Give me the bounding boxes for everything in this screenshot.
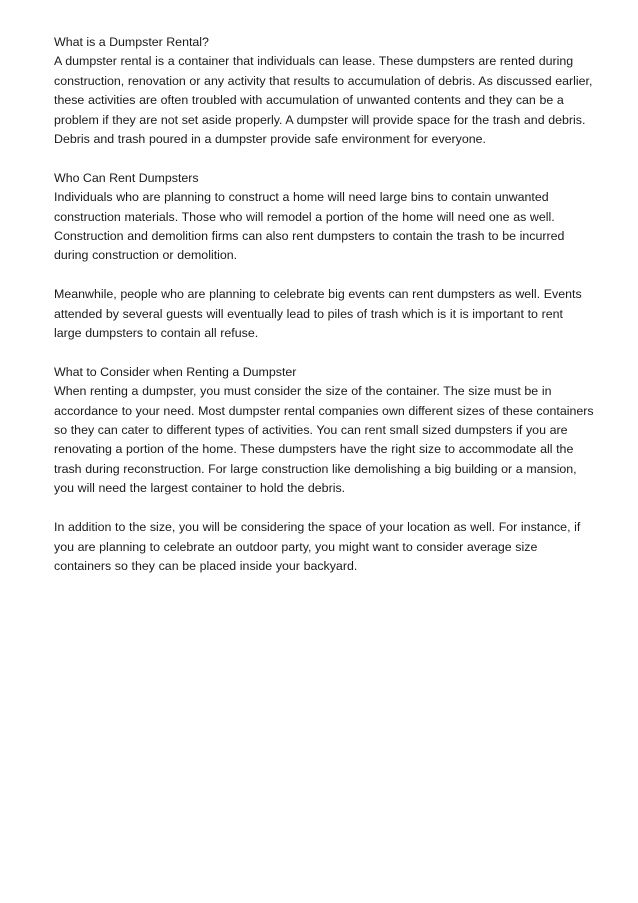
section-paragraph: When renting a dumpster, you must consider the size of the container. The size must be in accordance to your need. Most dumpster rental companies own different sizes of these containers so they can cater to different types of activities. You can rent small sized dumpsters if you are renovating a portion of the home. These dumpsters have the right size to accommodate all the trash during reconstruction. For large construction like demolishing a big building or a mansion, you will need the largest container to hold the debris. <box>54 384 594 496</box>
section-paragraph: In addition to the size, you will be considering the space of your location as well. For instance, if you are planning to celebrate an outdoor party, you might want to consider average size containers so they can be placed inside your backyard. <box>54 520 581 573</box>
section-paragraph: Individuals who are planning to construct a home will need large bins to contain unwanted construction materials. Those who will remodel a portion of the home will need one as well. Construction and demolition firms can also rent dumpsters to contain the trash to be incurred during construction or demolition. <box>54 190 565 263</box>
section-heading: What to Consider when Renting a Dumpster <box>54 364 297 379</box>
section-paragraph: Meanwhile, people who are planning to celebrate big events can rent dumpsters as well. Events attended by several guests will eventually lead to piles of trash which is it is important to rent large dumpsters to contain all refuse. <box>54 287 582 341</box>
section-location-space <box>54 518 594 576</box>
section-paragraph: A dumpster rental is a container that individuals can lease. These dumpsters are rented during construction, renovation or any activity that results to accumulation of debris. As discussed earlier, these activities are often troubled with accumulation of unwanted contents and they can be a problem if they are not set aside properly. A dumpster will provide space for the trash and debris. Debris and trash poured in a dumpster provide safe environment for everyone. <box>54 54 593 147</box>
section-who-can-rent <box>54 169 594 266</box>
section-heading: What is a Dumpster Rental? <box>54 35 209 49</box>
section-what-to-consider <box>54 363 594 499</box>
section-big-events <box>54 285 594 343</box>
section-heading: Who Can Rent Dumpsters <box>54 170 199 185</box>
section-what-is-dumpster-rental <box>54 33 594 149</box>
document-page <box>54 33 594 596</box>
